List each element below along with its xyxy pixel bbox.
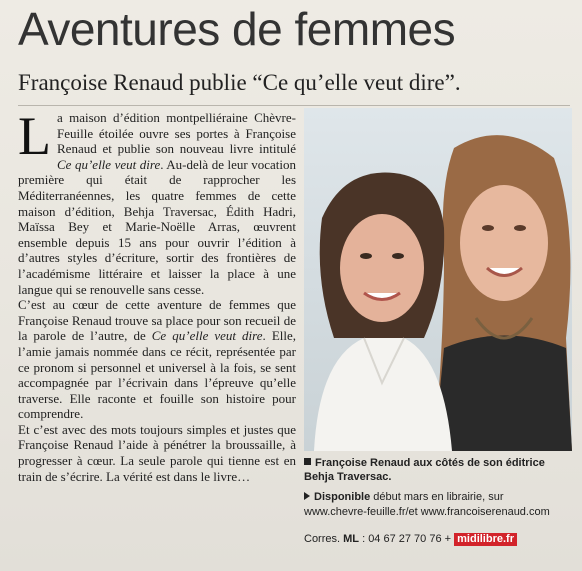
credit-separator: : — [359, 533, 369, 545]
availability-info — [304, 490, 576, 520]
subheadline: Françoise Renaud publie “Ce qu’elle veut dire”. — [18, 70, 461, 95]
availability-label: Disponible — [314, 491, 371, 503]
credit-plus: + — [441, 533, 455, 545]
paragraph-1-text-a: a maison d’édition montpelliéraine Chèvre-Feuille étoilée ouvre ses portes à Françoise Renaud et publie son nouveau livre intitulé — [57, 110, 296, 157]
book-title: Ce qu’elle veut dire — [57, 156, 161, 172]
correspondent-credit — [304, 533, 576, 546]
photo-caption — [304, 456, 574, 484]
triangle-bullet-icon — [304, 492, 310, 500]
credit-phone: 04 67 27 70 76 — [368, 533, 442, 545]
credit-initials: ML — [343, 533, 360, 545]
square-bullet-icon — [304, 458, 311, 465]
article-paragraph-3: Et c’est avec des mots toujours simples et justes que Françoise Renaud l’aide à pénétrer la broussaille, à progresser à cœur. La seule parole qui tienne est en train de s’écrire. La vérité est dans le livre… — [18, 421, 296, 484]
paragraph-2-text-b: . Elle, l’amie jamais nommée dans ce récit, représentée par ce pronom si personnel et universel à la fois, se sent accompagnée par l’écrivain dans l’épreuve qu’elle traverse. Elle raconte et fouille son histoire pour comprendre. — [18, 328, 297, 422]
article-body — [18, 106, 297, 484]
paragraph-1-text-b: . Au-delà de leur vocation première qui était de rapprocher les Méditerranéennes, les quatre femmes de cette maison d’édition, Behja Traversac, Édith Hadri, Maïssa Bey et Marie-Noëlle Arras, œuvrent ensemble depuis 15 ans pour ouvrir l’édition à d’autres styles d’écriture, sortir des frontières de l’académisme littéraire et laisser la place à une langue qui se renouvelle sans cesse. — [18, 156, 296, 297]
caption-text: Françoise Renaud aux côtés de son éditrice Behja Traversac. — [304, 457, 545, 483]
photo-illustration — [304, 108, 572, 451]
divider — [18, 105, 570, 106]
brand-badge: midilibre.fr — [454, 533, 517, 546]
article-paragraph-2 — [18, 297, 296, 422]
availability-text: début mars en librairie, sur — [370, 491, 504, 503]
headline: Aventures de femmes — [18, 3, 456, 55]
drop-cap: L — [18, 106, 51, 166]
book-title: Ce qu’elle veut dire — [151, 328, 263, 344]
paragraph-2-text-a: C’est au cœur de cette aventure de femmes que Françoise Renaud trouve sa place pour son recueil de la parole de l’autre, de — [18, 297, 296, 344]
credit-prefix: Corres. — [304, 533, 341, 545]
portrait-photo — [304, 108, 572, 451]
article-paragraph-1 — [18, 106, 296, 297]
availability-urls: www.chevre-feuille.fr/et www.francoiserenaud.com — [304, 506, 550, 518]
